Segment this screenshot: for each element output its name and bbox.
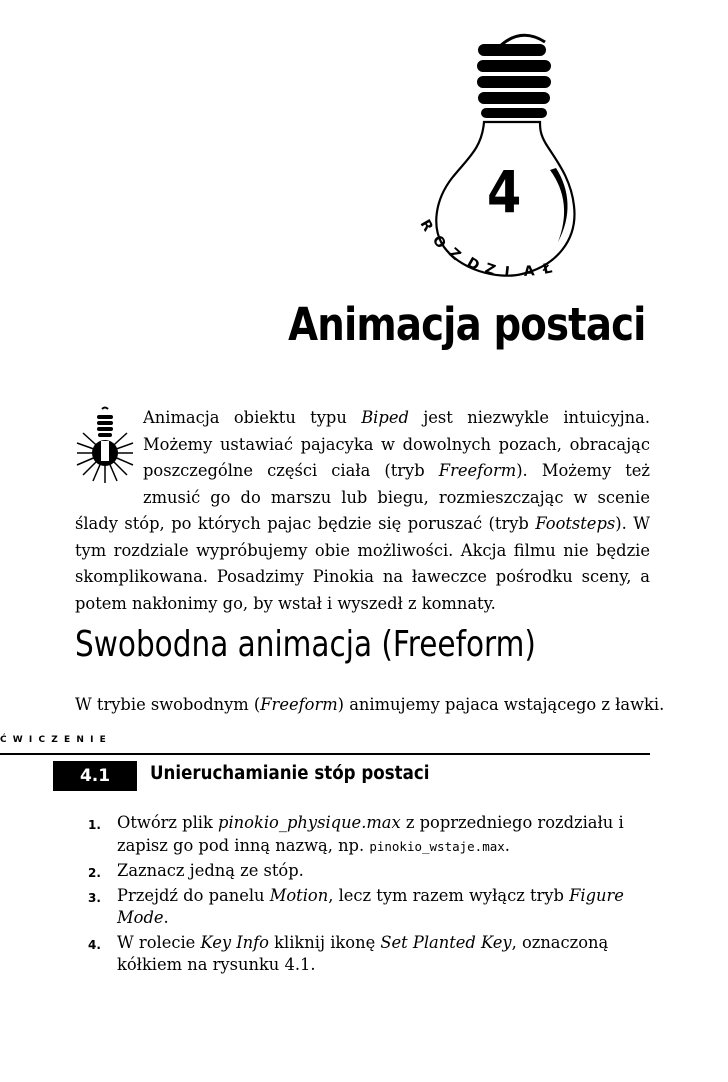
intro-text: [75, 405, 650, 617]
step-number: 3.: [88, 890, 101, 905]
step-text-run: Zaznacz jedną ze stóp.: [117, 861, 304, 880]
exercise-title: Unieruchamianie stóp postaci: [150, 763, 430, 784]
intro-term: Biped: [361, 408, 409, 427]
step-text-run: z poprzedniego rozdziału i zapisz go pod inną nazwą, np.: [117, 813, 624, 855]
chapter-label-letter: Z: [445, 245, 464, 264]
step-number: 2.: [88, 866, 101, 880]
step-term: Motion: [269, 885, 329, 905]
bulb-base: [477, 35, 551, 118]
chapter-label-letter: Z: [482, 260, 498, 279]
intro-text-run: Animacja obiektu typu: [143, 408, 362, 427]
exercise-divider: [0, 753, 650, 755]
step-text-run: Otwórz plik: [117, 813, 219, 832]
step-text-run: .: [504, 835, 510, 855]
lightbulb-idea-icon: [75, 405, 135, 485]
intro-paragraph: [75, 405, 650, 617]
chapter-label-letter: I: [503, 264, 511, 281]
step-term: pinokio_physique.max: [218, 813, 401, 832]
step-item: [88, 932, 648, 977]
step-text-run: kliknij ikonę: [268, 932, 381, 952]
exercise-number-badge: 4.1: [53, 761, 137, 791]
chapter-label-letter: Ł: [541, 260, 554, 278]
exercise-label: ĆWICZENIE: [0, 735, 112, 745]
chapter-number: 4: [487, 158, 522, 227]
step-term: Set Planted Key: [380, 932, 512, 952]
step-item: [88, 812, 648, 858]
intro-text-run: ). W tym rozdziale wypróbujemy obie możliwości. Akcja filmu nie będzie skomplikowana. Posadzimy Pinokia na ławeczce pośrodku sceny, a potem nakłonimy go, by wstał i wyszedł z komnaty.: [75, 514, 650, 613]
step-term: Figure Mode: [117, 885, 624, 927]
section-title: Swobodna animacja (Freeform): [75, 624, 536, 665]
step-item: [88, 885, 648, 930]
step-text-run: .: [163, 908, 169, 927]
bulb-highlight: [550, 168, 568, 242]
chapter-title: Animacja postaci: [288, 298, 646, 351]
chapter-label-letter: D: [464, 254, 483, 275]
step-text-run: , lecz tym razem wyłącz tryb: [328, 885, 570, 905]
step-text-run: , oznaczoną kółkiem na rysunku 4.1.: [117, 932, 609, 974]
step-text-run: W rolecie: [117, 932, 201, 952]
step-item: [88, 860, 648, 883]
chapter-label-letter: O: [428, 232, 449, 252]
section-text: W trybie swobodnym (Freeform) animujemy pajaca wstającego z ławki.: [75, 695, 665, 714]
step-filename: pinokio_wstaje.max: [369, 838, 505, 854]
intro-text-run: ). Możemy też zmusić go do marszu lub biegu, rozmieszczając w scenie ślady stóp, po których pajac będzie się poruszać (tryb: [75, 461, 650, 533]
chapter-label-letter: R: [416, 217, 436, 235]
exercise-steps: [88, 812, 648, 979]
chapter-label-letter: A: [523, 263, 536, 280]
intro-term: Footsteps: [535, 514, 616, 533]
step-number: 4.: [88, 937, 101, 952]
intro-text-run: jest niezwykle intuicyjna. Możemy ustawiać pajacyka w dowolnych pozach, obracając poszczególne części ciała (tryb: [143, 408, 650, 480]
step-number: 1.: [88, 818, 101, 832]
step-text-run: Przejdź do panelu: [117, 885, 270, 905]
chapter-lightbulb: [380, 18, 630, 288]
intro-term: Freeform: [438, 461, 517, 480]
step-term: Key Info: [200, 932, 269, 952]
